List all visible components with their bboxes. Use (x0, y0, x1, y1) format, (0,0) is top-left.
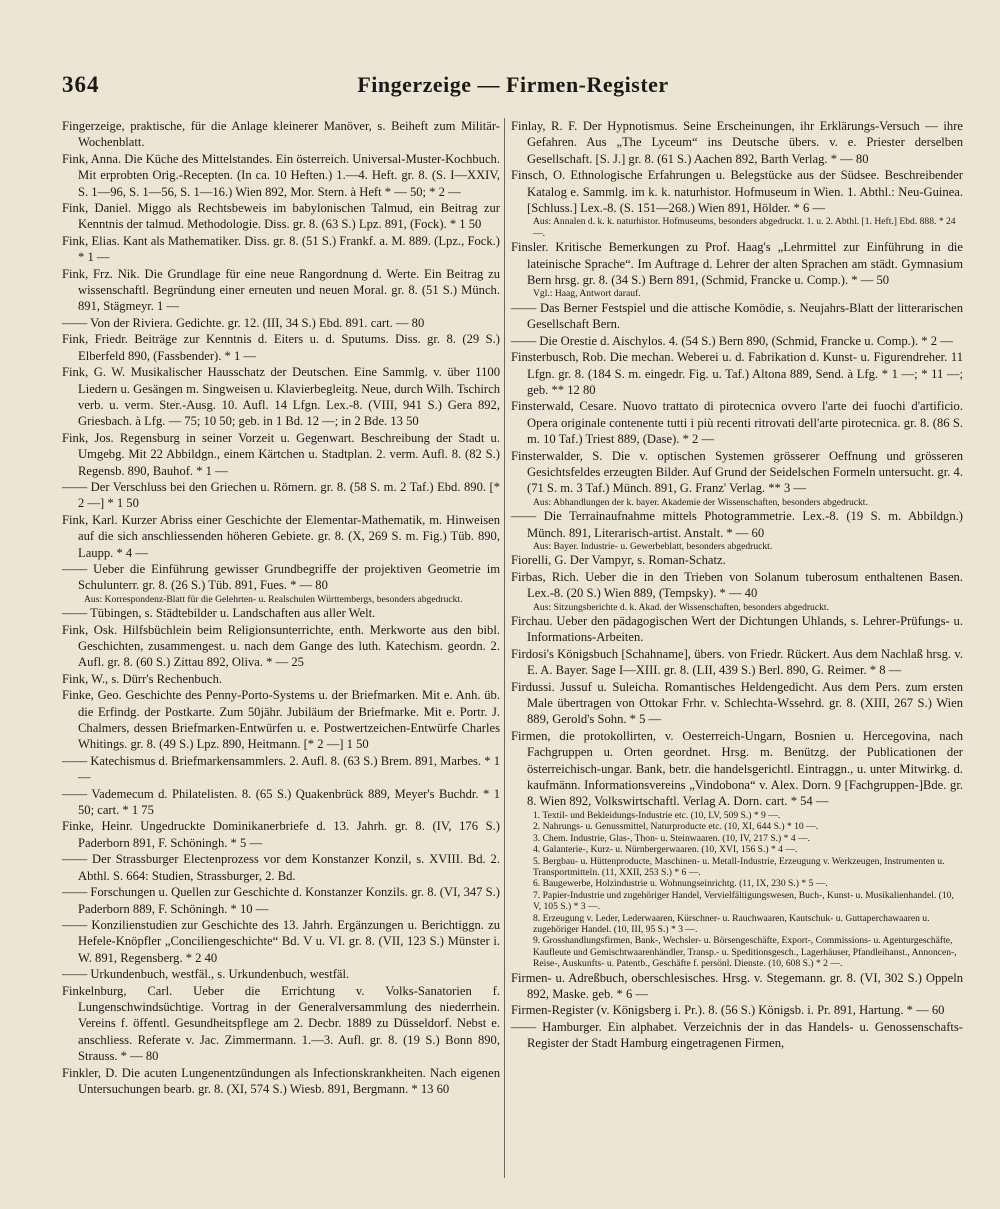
register-entry: Finsterbusch, Rob. Die mechan. Weberei u. d. Fabrikation d. Kunst- u. Figurendreher. 11 Lfgn. gr. 8. (184 S. m. eingedr. Fig. u. Taf.) Altona 889, Send. à Lfg. * 1 —; * 11 —; geb. ** 12 80 (511, 350, 967, 397)
entry-note: 5. Bergbau- u. Hüttenproducte, Maschinen- u. Metall-Industrie, Erzeugung v. Werkzeugen, Instrumenten u. Transportmitteln. (11, XXII, 253 S.) * 6 —. (533, 855, 945, 878)
entry-note: 1. Textil- und Bekleidungs-Industrie etc. (10, LV, 509 S.) * 9 —. (533, 809, 781, 821)
register-entry: Fink, Frz. Nik. Die Grundlage für eine neue Rangordnung d. Werte. Ein Beitrag zu wissenschaftl. Begründung einer erneuten und neuen Moral. gr. 8. (51 S.) Münch. 891, Stägmeyr. 1 — (62, 266, 504, 314)
register-entry: Fink, G. W. Musikalischer Hausschatz der Deutschen. Eine Sammlg. v. über 1100 Liedern u. Gesängen m. Singweisen u. Klavierbegleitg. Neue, durch Wilh. Tschirch verb. u. verm. Ster.-Ausg. 10. Aufl. 14 Lfgn. Lex.-8. (VIII, 941 S.) Gera 892, Griesbach. à Lfg. — 75; 10 50; geb. in 1 Bd. 12 —; in 2 Bde. 13 50 (62, 365, 504, 429)
register-entry: Firmen, die protokollirten, v. Oesterreich-Ungarn, Bosnien u. Hercegovina, nach Fachgruppen u. Orten geordnet. Hrsg. m. Benützg. der Publicationen der österreichisch-ungar. Bank, betr. die handelsgerichtl. Eintraggn., u. unter Mitwirkg. d. kaufmänn. Informationsvereins „Vindobona“ v. Alex. Dorn. 9 [Fachgruppen-]Bde. gr. 8. Wien 892, Volkswirtschaftl. Verlag A. Dorn. cart. * 54 — (511, 728, 967, 809)
register-entry: Firchau. Ueber den pädagogischen Wert der Dichtungen Uhlands, s. Lehrer-Prüfungs- u. Informations-Arbeiten. (511, 614, 967, 645)
entry-note: 2. Nahrungs- u. Genussmittel, Naturproducte etc. (10, XI, 644 S.) * 10 —. (533, 821, 819, 833)
sub-entry: —— Der Strassburger Electenprozess vor dem Konstanzer Konzil, s. XVIII. Bd. 2. Abthl. S. 664: Studien, Strassburger, 2. Bd. (62, 852, 503, 883)
register-entry: Firdosi's Königsbuch [Schahname], übers. von Friedr. Rückert. Aus dem Nachlaß hrsg. v. E. A. Bayer. Sage I—XIII. gr. 8. (LII, 439 S.) Berl. 890, G. Reimer. * 8 — (511, 646, 967, 678)
register-entry: Fink, Karl. Kurzer Abriss einer Geschichte der Elementar-Mathematik, m. Hinweisen auf die sich anschliessenden höheren Gebiete. gr. 8. (X, 269 S. m. Fig.) Tüb. 890, Laupp. * 4 — (62, 512, 504, 560)
entry-note: 7. Papier-Industrie und zugehöriger Handel, Vervielfältigungswesen, Buch-, Kunst- u. Musikalienhandel. (10, V, 105 S.) * 3 —. (533, 889, 954, 913)
sub-entry: —— Hamburger. Ein alphabet. Verzeichnis der in das Handels- u. Genossenschafts-Register der Stadt Hamburg eingetragenen Firmen, (511, 1019, 963, 1051)
register-entry: Firbas, Rich. Ueber die in den Trieben von Solanum tuberosum enthaltenen Basen. Lex.-8. (20 S.) Wien 889, (Tempsky). * — 40 (511, 569, 967, 601)
register-entry: Fink, Osk. Hilfsbüchlein beim Religionsunterrichte, enth. Merkworte aus den bibl. Geschichten, zusammengest. u. nach dem Gange des luth. Katechism. geordn. 2. Aufl. gr. 8. (60 S.) Zittau 892, Oliva. * — 25 (62, 622, 504, 670)
sub-entry: —— Die Orestie d. Aischylos. 4. (54 S.) Bern 890, (Schmid, Francke u. Comp.). * 2 — (511, 333, 953, 348)
register-entry: Finkelnburg, Carl. Ueber die Errichtung v. Volks-Sanatorien f. Lungenschwindsüchtige. Vortrag in der Generalversammlung des niederrhein. Vereins f. öffentl. Gesundheitspflege am 2. Decbr. 1889 zu Düsseldorf. Nebst e. anschliess. Referate v. Jac. Zimmermann. 1.—3. Aufl. gr. 8. (19 S.) Bonn 890, Strauss. * — 80 (62, 983, 504, 1064)
register-entry: Finsterwalder, S. Die v. optischen Systemen grösserer Oeffnung und grösseren Gesichtsfeldes erzeugten Bilder. Auf Grund der Seidelschen Formeln untersucht. gr. 4. (71 S. m. 3 Taf.) Münch. 891, G. Franz' Verlag. ** 3 — (511, 448, 967, 496)
register-entry: Finke, Heinr. Ungedruckte Dominikanerbriefe d. 13. Jahrh. gr. 8. (IV, 176 S.) Paderborn 891, F. Schöningh. * 5 — (62, 819, 504, 850)
entry-note: 6. Baugewerbe, Holzindustrie u. Wohnungseinrichtg. (11, IX, 230 S.) * 5 —. (533, 878, 828, 890)
sub-entry: —— Konzilienstudien zur Geschichte des 13. Jahrh. Ergänzungen u. Berichtiggn. zu Hefele-Knöpfler „Conciliengeschichte“ Bd. V u. VI. gr. 8. (VII, 123 S.) Münster i. W. 891, Regensberg. * 2 40 (62, 917, 504, 965)
register-entry: Finkler, D. Die acuten Lungenentzündungen als Infectionskrankheiten. Nach eigenen Untersuchungen bearb. gr. 8. (XI, 574 S.) Wiesb. 891, Bergmann. * 13 60 (62, 1065, 504, 1096)
register-entry: Finlay, R. F. Der Hypnotismus. Seine Erscheinungen, ihr Erklärungs-Versuch — ihre Gefahren. Aus „The Lyceum“ ins Deutsche übers. v. e. Priester derselben Gesellschaft. [S. J.] gr. 8. (61 S.) Aachen 892, Barth Verlag. * — 80 (511, 119, 967, 166)
entry-note: 3. Chem. Industrie, Glas-, Thon- u. Steinwaaren. (10, IV, 217 S.) * 4 —. (533, 832, 811, 844)
sub-entry: —— Forschungen u. Quellen zur Geschichte d. Konstanzer Konzils. gr. 8. (VI, 347 S.) Paderborn 889, F. Schöningh. * 10 — (62, 885, 504, 916)
entry-note: Aus: Annalen d. k. k. naturhistor. Hofmuseums, besonders abgedruckt. 1. u. 2. Abthl. [1. Heft.] Ebd. 888. * 24 —. (533, 216, 956, 239)
register-entry: Finke, Geo. Geschichte des Penny-Porto-Systems u. der Briefmarken. Mit e. Anh. üb. die Erfindg. der Postkarte. Zum 50jähr. Jubiläum der Briefmarke. Mit e. Portr. J. Chalmers, dessen Briefmarken-Entwürfen u. e. Postwertzeichen-Entwürfe Charles Whitings. gr. 8. (49 S.) Lpz. 890, Heitmann. [* 2 —] 1 50 (62, 688, 504, 752)
entry-note: 8. Erzeugung v. Leder, Lederwaaren, Kürschner- u. Rauchwaaren, Kautschuk- u. Guttaperchawaaren u. zugehöriger Handel. (10, III, 95 S.) * 3 —. (533, 912, 930, 935)
register-entry: Fiorelli, G. Der Vampyr, s. Roman-Schatz. (511, 553, 726, 568)
sub-entry: —— Urkundenbuch, westfäl., s. Urkundenbuch, westfäl. (62, 967, 350, 982)
register-entry: Firmen- u. Adreßbuch, oberschlesisches. Hrsg. v. Stegemann. gr. 8. (VI, 302 S.) Oppeln 892, Maske. geb. * 6 — (511, 970, 967, 1001)
register-entry: Fink, Elias. Kant als Mathematiker. Diss. gr. 8. (51 S.) Frankf. a. M. 889. (Lpz., Fock.) * 1 — (62, 233, 504, 265)
register-entry: Fink, Jos. Regensburg in seiner Vorzeit u. Gegenwart. Beschreibung der Stadt u. Umgebg. Mit 22 Abbildgn., einem Kärtchen u. Stadtplan. 2. verm. Aufl. 8. (82 S.) Regensb. 890, Bauhof. * 1 — (62, 430, 504, 478)
register-entry: Fingerzeige, praktische, für die Anlage kleinerer Manöver, s. Beiheft zum Militär-Wochenblatt. (62, 119, 500, 150)
sub-entry: —— Katechismus d. Briefmarkensammlers. 2. Aufl. 8. (63 S.) Brem. 891, Marbes. * 1 — (62, 753, 504, 785)
register-entry: Finsler. Kritische Bemerkungen zu Prof. Haag's „Lehrmittel zur Einführung in die lateinische Sprache“. Im Auftrage d. Lehrer der alten Sprachen am städt. Gymnasium Bern hrsg. gr. 8. (34 S.) Bern 891, (Schmid, Francke u. Comp.). * — 50 (511, 240, 967, 288)
right-column (511, 118, 967, 1052)
register-entry: Fink, Anna. Die Küche des Mittelstandes. Ein österreich. Universal-Muster-Kochbuch. Mit erprobten Orig.-Recepten. (In ca. 10 Heften.) 1.—4. Heft. gr. 8. (S. I—XXIV, S. 1—96, S. 1—56, S. 1—16.) Wien 892, Mor. Stern. à Heft * — 50; * 2 — (62, 151, 504, 199)
entry-note: Aus: Korrespondenz-Blatt für die Gelehrten- u. Realschulen Württembergs, besonders abgedruckt. (84, 593, 463, 605)
entry-note: Aus: Abhandlungen der k. bayer. Akademie der Wissenschaften, besonders abgedruckt. (533, 496, 868, 508)
register-entry: Fink, Daniel. Miggo als Rechtsbeweis im babylonischen Talmud, ein Beitrag zur Kenntnis der talmud. Methodologie. Diss. gr. 8. (63 S.) Lpz. 891, (Fock). * 1 50 (62, 201, 504, 232)
page-title: Fingerzeige — Firmen-Register (357, 72, 669, 97)
entry-note: 9. Grosshandlungsfirmen, Bank-, Wechsler- u. Börsengeschäfte, Export-, Commissions- u. Agenturgeschäfte, Kaufleute und Gemischtwaarenhändler, Transp.- u. Speditionsgesch., Lagerhäuser, Pfandleihanst., Annoncen-, Reise-, Auskunfts- u. Patentb., Geschäfte f. persönl. Dienste. (10, 608 S.) * 2 —. (533, 935, 957, 970)
entry-note: 4. Galanterie-, Kurz- u. Nürnbergerwaaren. (10, XVI, 156 S.) * 4 —. (533, 844, 798, 856)
left-column (62, 118, 504, 1097)
entry-note: Vgl.: Haag, Antwort darauf. (533, 288, 641, 300)
register-entry: Firdussi. Jussuf u. Suleicha. Romantisches Heldengedicht. Aus dem Pers. zum ersten Male übertragen von Ottokar Frhr. v. Schlechta-Wssehrd. gr. 8. (XIII, 267 S.) Wien 889, Gerold's Sohn. * 5 — (511, 679, 967, 727)
sub-entry: —— Vademecum d. Philatelisten. 8. (65 S.) Quakenbrück 889, Meyer's Buchdr. * 1 50; cart. * 1 75 (62, 786, 504, 818)
column-divider (504, 118, 505, 1178)
sub-entry: —— Ueber die Einführung gewisser Grundbegriffe der projektiven Geometrie im Schulunterr. gr. 8. (26 S.) Tüb. 891, Fues. * — 80 (62, 561, 504, 593)
sub-entry: —— Der Verschluss bei den Griechen u. Römern. gr. 8. (58 S. m. 2 Taf.) Ebd. 890. [* 2 —] * 1 50 (62, 479, 504, 511)
entry-note: Aus: Bayer. Industrie- u. Gewerbeblatt, besonders abgedruckt. (533, 540, 773, 552)
sub-entry: —— Die Terrainaufnahme mittels Photogrammetrie. Lex.-8. (19 S. m. Abbildgn.) Münch. 891, Literarisch-artist. Anstalt. * — 60 (511, 509, 967, 540)
page-number: 364 (62, 72, 100, 97)
page-header (62, 72, 964, 106)
register-entry: Finsch, O. Ethnologische Erfahrungen u. Belegstücke aus der Südsee. Beschreibender Katalog e. Sammlg. im k. k. naturhistor. Hofmuseum in Wien. 1. Abthl.: Neu-Guinea. [Schluss.] Lex.-8. (S. 151—268.) Wien 891, Hölder. * 6 — (511, 168, 967, 216)
sub-entry: —— Das Berner Festspiel und die attische Komödie, s. Neujahrs-Blatt der litterarischen Gesellschaft Bern. (511, 300, 967, 332)
register-entry: Finsterwald, Cesare. Nuovo trattato di pirotecnica ovvero l'arte dei fuochi d'artificio. Opera originale contenente tutti i più recenti ritrovati dell'arte pirotecnica. gr. 8. (86 S. m. 10 Taf.) Triest 889, (Dase). * 2 — (511, 399, 967, 447)
register-entry: Firmen-Register (v. Königsberg i. Pr.). 8. (56 S.) Königsb. i. Pr. 891, Hartung. * — 60 (511, 1003, 945, 1018)
register-entry: Fink, W., s. Dürr's Rechenbuch. (62, 671, 223, 686)
sub-entry: —— Tübingen, s. Städtebilder u. Landschaften aus aller Welt. (62, 606, 376, 621)
register-entry: Fink, Friedr. Beiträge zur Kenntnis d. Eiters u. d. Sputums. Diss. gr. 8. (29 S.) Elberfeld 890, (Fassbender). * 1 — (62, 332, 504, 363)
entry-note: Aus: Sitzungsberichte d. k. Akad. der Wissenschaften, besonders abgedruckt. (533, 601, 829, 613)
sub-entry: —— Von der Riviera. Gedichte. gr. 12. (III, 34 S.) Ebd. 891. cart. — 80 (62, 315, 425, 330)
